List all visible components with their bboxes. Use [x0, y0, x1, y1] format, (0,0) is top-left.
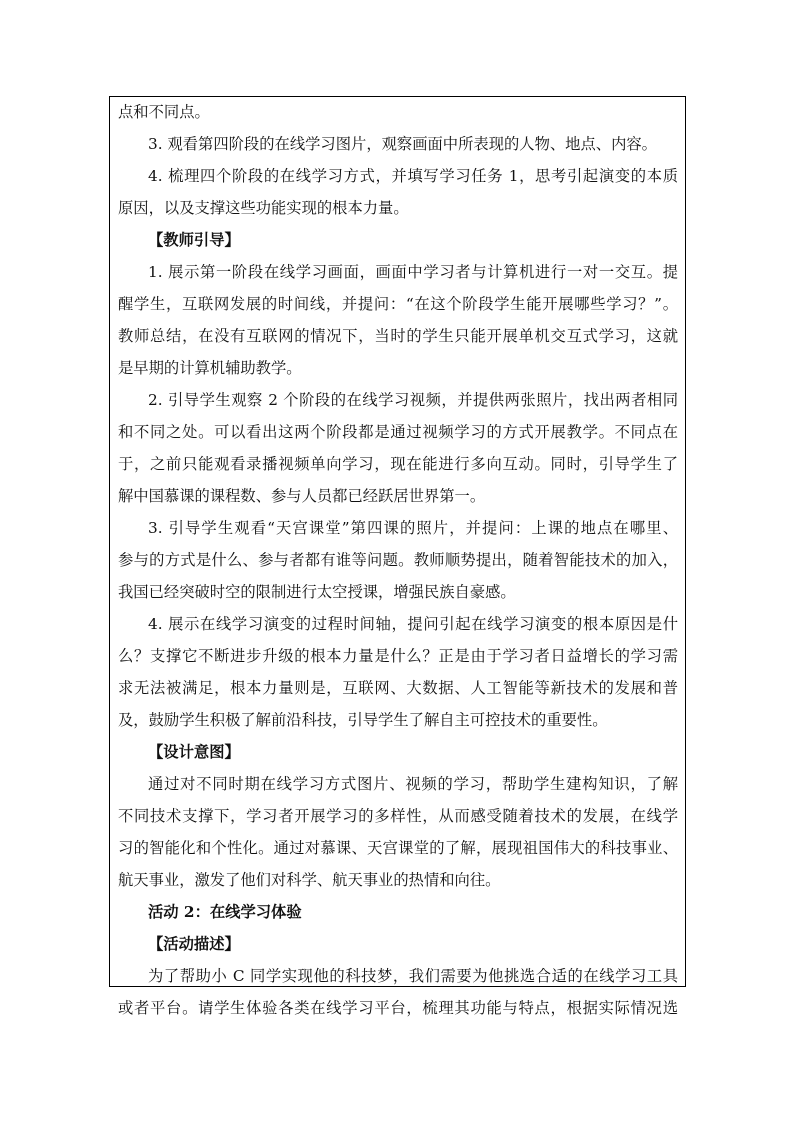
text-line: 点和不同点。	[118, 103, 210, 121]
text-line: 习的智能化和个性化。通过对慕课、天宫课堂的了解，展现祖国伟大的科技事业、	[118, 839, 678, 857]
text-line: 么？支撑它不断进步升级的根本力量是什么？正是由于学习者日益增长的学习需	[118, 647, 678, 665]
text-line: 或者平台。请学生体验各类在线学习平台，梳理其功能与特点，根据实际情况选	[118, 999, 678, 1017]
text-line: 【教师引导】	[148, 231, 240, 249]
text-line: 4. 展示在线学习演变的过程时间轴，提问引起在线学习演变的根本原因是什	[148, 615, 678, 633]
text-line: 3. 引导学生观看“天宫课堂”第四课的照片，并提问：上课的地点在哪里、	[148, 519, 678, 537]
text-line: 我国已经突破时空的限制进行太空授课，增强民族自豪感。	[118, 583, 516, 601]
text-line: 于，之前只能观看录播视频单向学习，现在能进行多向互动。同时，引导学生了	[118, 455, 678, 473]
text-line: 及，鼓励学生积极了解前沿科技，引导学生了解自主可控技术的重要性。	[118, 711, 608, 729]
text-line: 通过对不同时期在线学习方式图片、视频的学习，帮助学生建构知识，了解	[148, 775, 678, 793]
text-line: 2. 引导学生观察 2 个阶段的在线学习视频，并提供两张照片，找出两者相同	[148, 391, 678, 409]
text-line: 航天事业，激发了他们对科学、航天事业的热情和向往。	[118, 871, 501, 889]
text-line: 3. 观看第四阶段的在线学习图片，观察画面中所表现的人物、地点、内容。	[148, 135, 657, 153]
text-line: 和不同之处。可以看出这两个阶段都是通过视频学习的方式开展教学。不同点在	[118, 423, 678, 441]
text-line: 教师总结，在没有互联网的情况下，当时的学生只能开展单机交互式学习，这就	[118, 327, 678, 345]
text-line: 为了帮助小 C 同学实现他的科技梦，我们需要为他挑选合适的在线学习工具	[148, 967, 678, 985]
text-line: 不同技术支撑下，学习者开展学习的多样性，从而感受随着技术的发展，在线学	[118, 807, 678, 825]
text-line: 【设计意图】	[148, 743, 240, 761]
text-line: 参与的方式是什么、参与者都有谁等问题。教师顺势提出，随着智能技术的加入，	[118, 551, 678, 569]
text-line: 活动 2：在线学习体验	[148, 903, 302, 921]
text-line: 求无法被满足，根本力量则是，互联网、大数据、人工智能等新技术的发展和普	[118, 679, 678, 697]
text-line: 原因，以及支撑这些功能实现的根本力量。	[118, 199, 409, 217]
text-line: 醒学生，互联网发展的时间线，并提问：“在这个阶段学生能开展哪些学习？”。	[118, 295, 678, 313]
text-line: 【活动描述】	[148, 935, 240, 953]
text-line: 1. 展示第一阶段在线学习画面，画面中学习者与计算机进行一对一交互。提	[148, 263, 678, 281]
text-line: 4. 梳理四个阶段的在线学习方式，并填写学习任务 1，思考引起演变的本质	[148, 167, 678, 185]
document-table-cell	[109, 96, 686, 1017]
text-line: 解中国慕课的课程数、参与人员都已经跃居世界第一。	[118, 487, 486, 505]
text-line: 是早期的计算机辅助教学。	[118, 359, 302, 377]
